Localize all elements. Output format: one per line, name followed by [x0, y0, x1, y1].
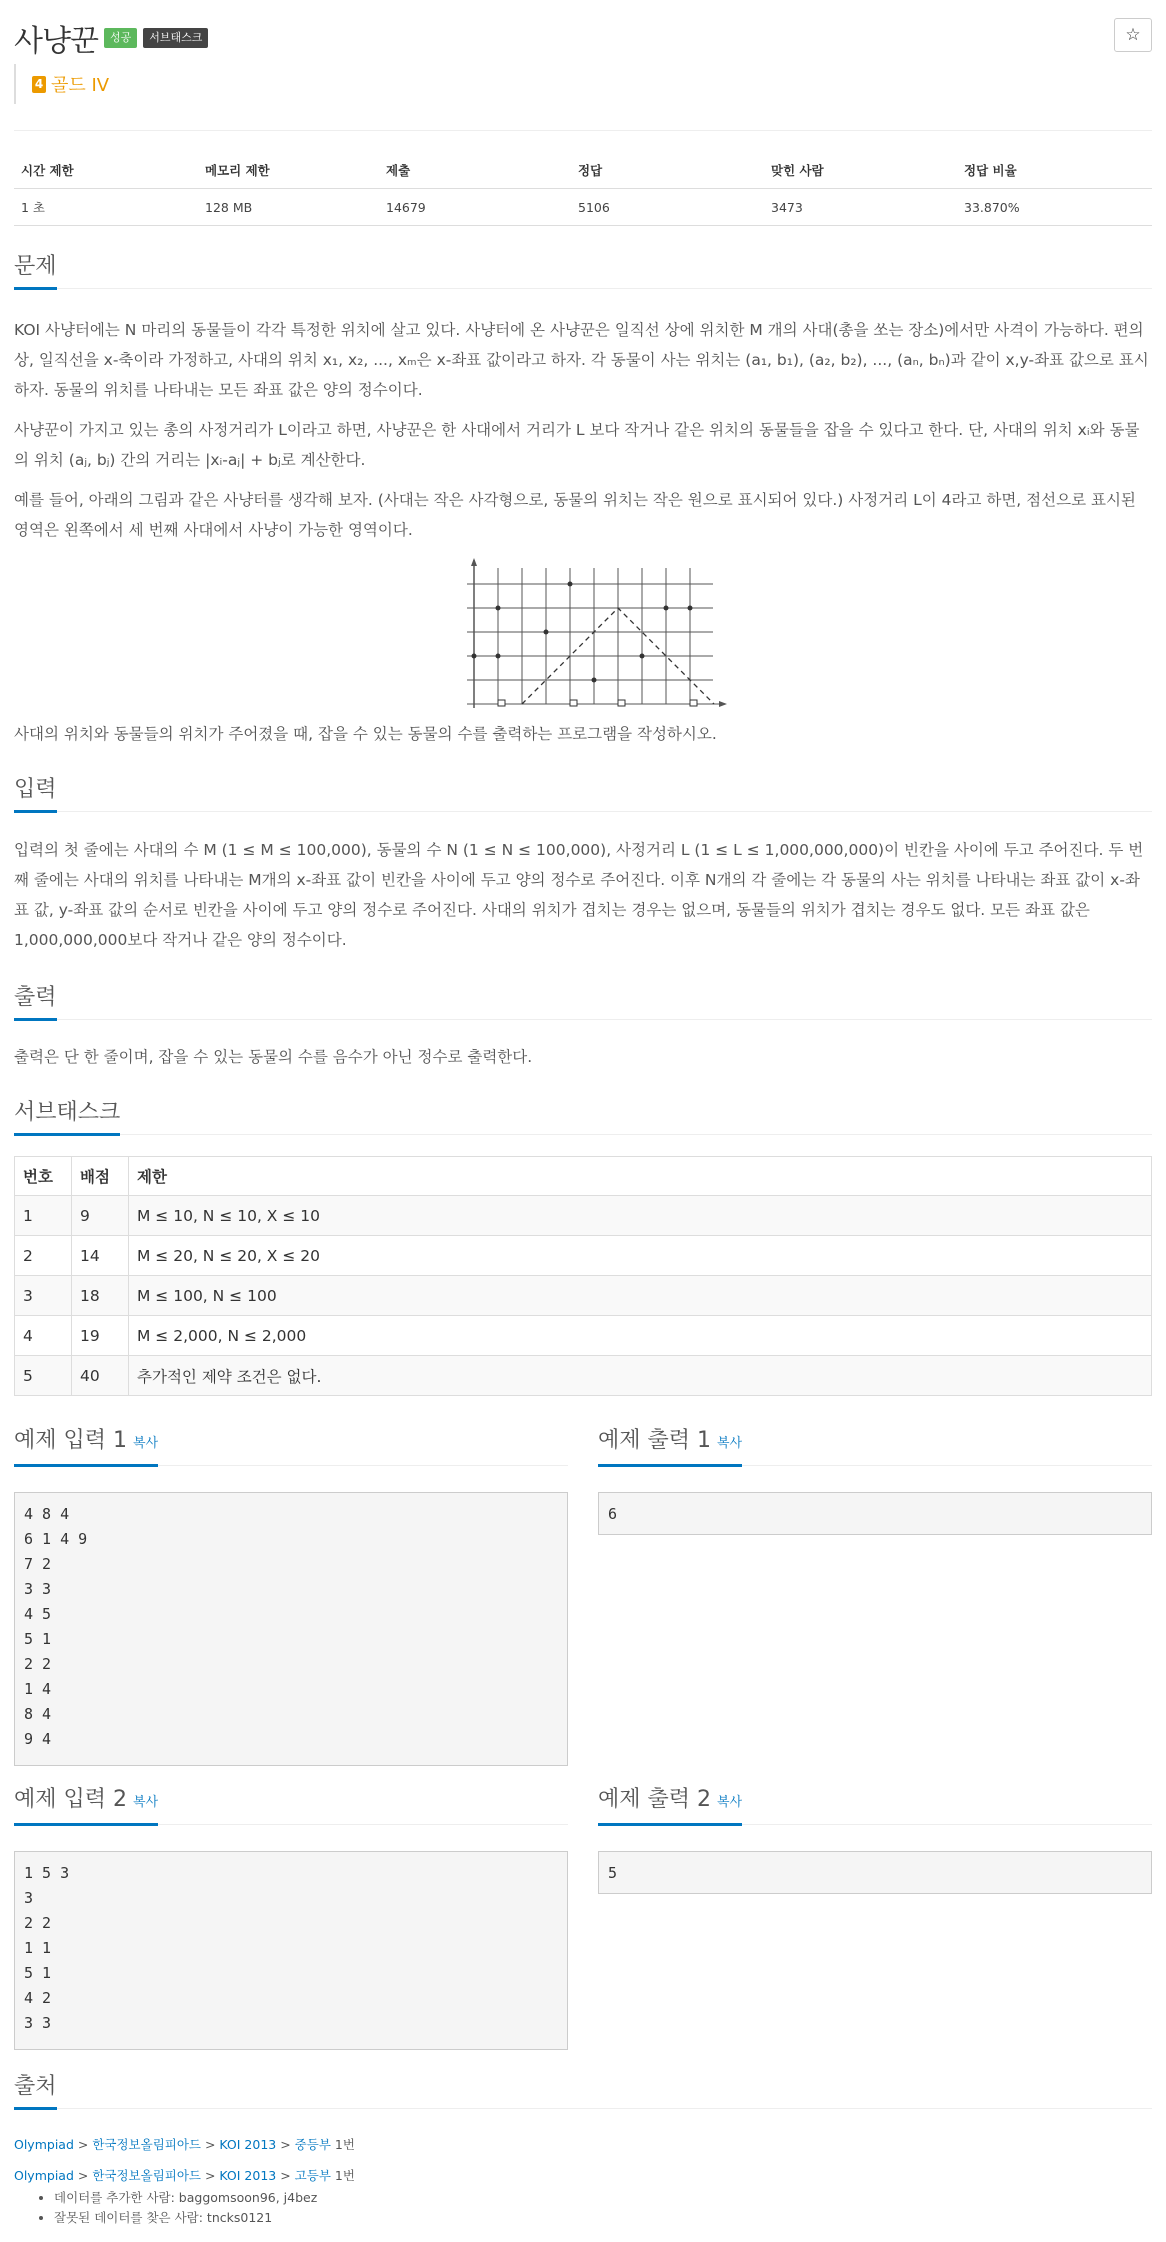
- info-cell: 128 MB: [198, 189, 379, 226]
- sample-title-wrap: [598, 1427, 742, 1467]
- breadcrumb-separator: >: [73, 2137, 93, 2152]
- copy-button[interactable]: 복사: [133, 1436, 159, 1451]
- copy-button[interactable]: 복사: [717, 1795, 743, 1810]
- breadcrumb-separator: >: [276, 2168, 295, 2183]
- favorite-star-button[interactable]: [1114, 18, 1152, 52]
- status-badge-success: 성공: [104, 28, 137, 48]
- breadcrumb-separator: >: [201, 2168, 220, 2183]
- section-source-header: [14, 2068, 1152, 2109]
- subtask-cell: 추가적인 제약 조건은 없다.: [129, 1356, 1152, 1396]
- source-link[interactable]: KOI 2013: [219, 2137, 277, 2152]
- breadcrumb-separator: >: [201, 2137, 220, 2152]
- subtask-cell: 9: [72, 1196, 129, 1236]
- subtask-cell: 2: [15, 1236, 72, 1276]
- sample-title-wrap: [598, 1786, 742, 1826]
- info-header: 메모리 제한: [198, 151, 379, 189]
- subtask-cell: 3: [15, 1276, 72, 1316]
- data-contributors-list: [14, 2188, 317, 2228]
- tier-icon: 4: [32, 76, 46, 93]
- source-line-1: [14, 2135, 355, 2153]
- subtask-cell: 1: [15, 1196, 72, 1236]
- sample-input-1-header: [14, 1425, 568, 1466]
- table-row: [15, 1196, 1152, 1236]
- hunting-ground-figure: [451, 558, 727, 710]
- section-title: 서브태스크: [14, 1099, 120, 1136]
- star-icon: ☆: [1125, 25, 1141, 45]
- source-link[interactable]: Olympiad: [14, 2137, 74, 2152]
- problem-paragraph-4: 사대의 위치와 동물들의 위치가 주어졌을 때, 잡을 수 있는 동물의 수를 출력하는 프로그램을 작성하시오.: [14, 725, 717, 743]
- problem-info-table: [14, 151, 1152, 226]
- subtask-table: [14, 1156, 1152, 1396]
- status-badge-subtask: 서브태스크: [143, 28, 208, 48]
- info-cell: 3473: [764, 189, 957, 226]
- subtask-header: 번호: [15, 1157, 72, 1196]
- source-link[interactable]: 고등부: [294, 2168, 331, 2183]
- sample-title-wrap: [14, 1427, 158, 1467]
- subtask-cell: 14: [72, 1236, 129, 1276]
- subtask-cell: M ≤ 100, N ≤ 100: [129, 1276, 1152, 1316]
- table-row: [15, 1356, 1152, 1396]
- page-title: 사냥꾼: [14, 24, 98, 59]
- section-subtask-header: [14, 1094, 1152, 1135]
- table-row: [15, 1316, 1152, 1356]
- subtask-cell: 19: [72, 1316, 129, 1356]
- section-title: 예제 입력 2: [14, 1787, 127, 1812]
- section-title: 출력: [14, 984, 57, 1021]
- subtask-cell: 4: [15, 1316, 72, 1356]
- info-cell: 14679: [379, 189, 571, 226]
- info-cell: 33.870%: [957, 189, 1152, 226]
- info-cell: 5106: [571, 189, 764, 226]
- subtask-cell: M ≤ 2,000, N ≤ 2,000: [129, 1316, 1152, 1356]
- section-title: 출처: [14, 2073, 57, 2110]
- info-header: 시간 제한: [14, 151, 198, 189]
- source-problem-number: 1번: [334, 2137, 355, 2152]
- sample-output-1[interactable]: 6: [598, 1492, 1152, 1535]
- problem-paragraph-2: 사냥꾼이 가지고 있는 총의 사정거리가 L이라고 하면, 사냥꾼은 한 사대에서 거리가 L 보다 작거나 같은 위치의 동물들을 잡을 수 있다고 한다. 단, 사대의 위치 xᵢ와 동물의 위치 (aⱼ, bⱼ) 간의 거리는 |xᵢ-aⱼ| + bⱼ로 계산한다.: [14, 421, 1140, 469]
- subtask-cell: 18: [72, 1276, 129, 1316]
- info-header: 맞힌 사람: [764, 151, 957, 189]
- subtask-cell: M ≤ 10, N ≤ 10, X ≤ 10: [129, 1196, 1152, 1236]
- breadcrumb-separator: >: [276, 2137, 295, 2152]
- section-input-header: [14, 771, 1152, 812]
- source-link[interactable]: 중등부: [294, 2137, 331, 2152]
- info-header: 정답 비율: [957, 151, 1152, 189]
- input-description: 입력의 첫 줄에는 사대의 수 M (1 ≤ M ≤ 100,000), 동물의 수 N (1 ≤ N ≤ 100,000), 사정거리 L (1 ≤ L ≤ 1,000,000,000)이 빈칸을 사이에 두고 주어진다. 두 번째 줄에는 사대의 위치를 나타내는 M개의 x-좌표 값이 빈칸을 사이에 두고 양의 정수로 주어진다. 이후 N개의 각 줄에는 각 동물의 사는 위치를 나타내는 좌표 값이 x-좌표 값, y-좌표 값의 순서로 빈칸을 사이에 두고 양의 정수로 주어진다. 사대의 위치가 겹치는 경우는 없으며, 동물들의 위치가 겹치는 경우도 없다. 모든 좌표 값은 1,000,000,000보다 작거나 같은 양의 정수이다.: [14, 841, 1144, 949]
- source-link[interactable]: 한국정보올림피아드: [92, 2137, 201, 2152]
- problem-paragraph-1: KOI 사냥터에는 N 마리의 동물들이 각각 특정한 위치에 살고 있다. 사냥터에 온 사냥꾼은 일직선 상에 위치한 M 개의 사대(총을 쏘는 장소)에서만 사격이 가능하다. 편의상, 일직선을 x-축이라 가정하고, 사대의 위치 x₁, x₂, ..., xₘ은 x-좌표 값이라고 하자. 각 동물이 사는 위치는 (a₁, b₁), (a₂, b₂), ..., (aₙ, bₙ)과 같이 x,y-좌표 값으로 표시하자. 동물의 위치를 나타내는 모든 좌표 값은 양의 정수이다.: [14, 321, 1149, 399]
- source-line-2: [14, 2166, 355, 2184]
- sample-output-2[interactable]: 5: [598, 1851, 1152, 1894]
- copy-button[interactable]: 복사: [133, 1795, 159, 1810]
- section-output-header: [14, 979, 1152, 1020]
- info-cell: 1 초: [14, 189, 198, 226]
- tier-indicator: [14, 64, 109, 104]
- list-item: • 잘못된 데이터를 찾은 사람: tncks0121: [54, 2208, 317, 2228]
- sample-output-1-header: [598, 1425, 1152, 1466]
- subtask-cell: 5: [15, 1356, 72, 1396]
- subtask-header: 제한: [129, 1157, 1152, 1196]
- sample-input-2-header: [14, 1784, 568, 1825]
- copy-button[interactable]: 복사: [717, 1436, 743, 1451]
- sample-input-1[interactable]: 4 8 4 6 1 4 9 7 2 3 3 4 5 5 1 2 2 1 4 8 4 9 4: [14, 1492, 568, 1766]
- subtask-cell: 40: [72, 1356, 129, 1396]
- table-row: [15, 1276, 1152, 1316]
- problem-paragraph-3: 예를 들어, 아래의 그림과 같은 사냥터를 생각해 보자. (사대는 작은 사각형으로, 동물의 위치는 작은 원으로 표시되어 있다.) 사정거리 L이 4라고 하면, 점선으로 표시된 영역은 왼쪽에서 세 번째 사대에서 사냥이 가능한 영역이다.: [14, 491, 1136, 539]
- info-header: 제출: [379, 151, 571, 189]
- tier-label[interactable]: 골드 IV: [51, 75, 110, 96]
- section-title: 예제 입력 1: [14, 1428, 127, 1453]
- source-problem-number: 1번: [334, 2168, 355, 2183]
- subtask-cell: M ≤ 20, N ≤ 20, X ≤ 20: [129, 1236, 1152, 1276]
- section-title: 문제: [14, 253, 57, 290]
- source-link[interactable]: Olympiad: [14, 2168, 74, 2183]
- info-header: 정답: [571, 151, 764, 189]
- breadcrumb-separator: >: [73, 2168, 93, 2183]
- source-link[interactable]: 한국정보올림피아드: [92, 2168, 201, 2183]
- section-problem-header: [14, 248, 1152, 289]
- source-link[interactable]: KOI 2013: [219, 2168, 277, 2183]
- subtask-header: 배점: [72, 1157, 129, 1196]
- sample-title-wrap: [14, 1786, 158, 1826]
- section-title: 예제 출력 2: [598, 1787, 711, 1812]
- sample-input-2[interactable]: 1 5 3 3 2 2 1 1 5 1 4 2 3 3: [14, 1851, 568, 2050]
- table-row: [15, 1236, 1152, 1276]
- section-title: 입력: [14, 776, 57, 813]
- sample-output-2-header: [598, 1784, 1152, 1825]
- output-description: 출력은 단 한 줄이며, 잡을 수 있는 동물의 수를 음수가 아닌 정수로 출력한다.: [14, 1048, 533, 1066]
- problem-title-row: [14, 18, 208, 58]
- section-title: 예제 출력 1: [598, 1428, 711, 1453]
- divider: [14, 130, 1152, 131]
- list-item: • 데이터를 추가한 사람: baggomsoon96, j4bez: [54, 2188, 317, 2208]
